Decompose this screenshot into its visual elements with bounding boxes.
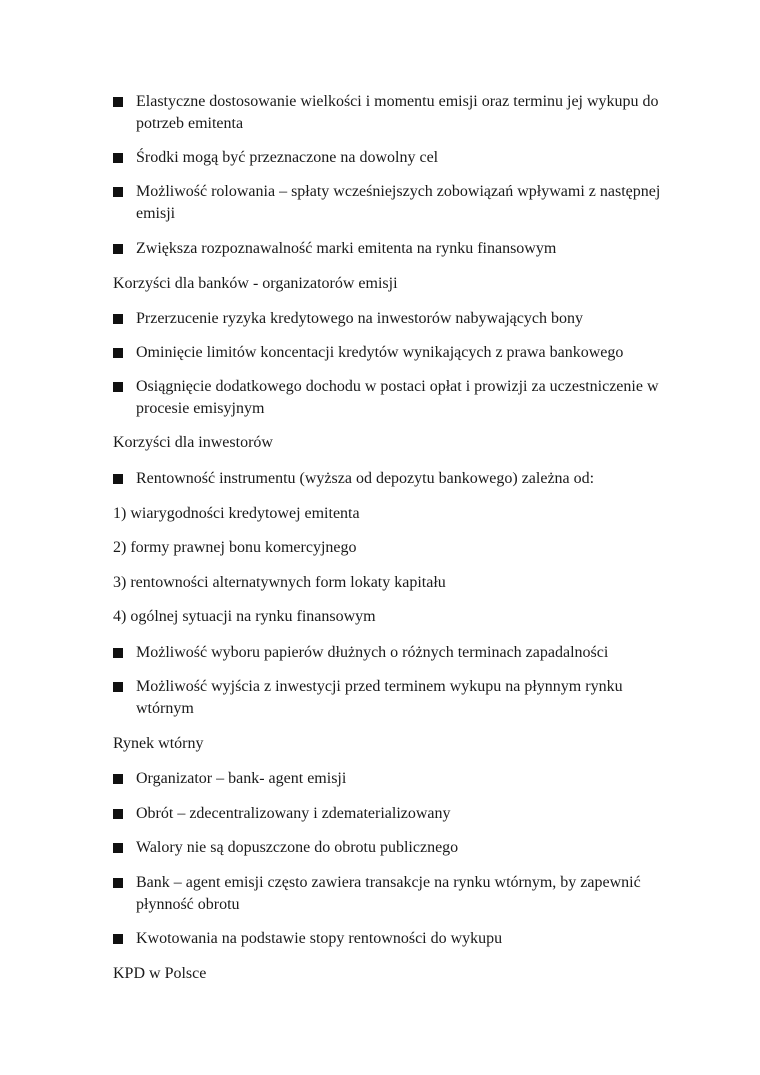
bullet-text: Rentowność instrumentu (wyższa od depozytu bankowego) zależna od: [136,470,595,487]
square-bullet-icon [113,244,123,254]
bullet-text: Elastyczne dostosowanie wielkości i momentu emisji oraz terminu jej wykupu do potrzeb emitenta [136,93,659,132]
numbered-item-text: 3) rentowności alternatywnych form lokaty kapitału [113,574,446,591]
section-heading-text: KPD w Polsce [113,965,207,982]
bullet-text: Ominięcie limitów koncentacji kredytów wynikających z prawa bankowego [136,344,624,361]
square-bullet-icon [113,314,123,324]
bullet-text: Zwiększa rozpoznawalność marki emitenta na rynku finansowym [136,240,557,257]
bullet-text: Walory nie są dopuszczone do obrotu publicznego [136,839,459,856]
square-bullet-icon [113,348,123,358]
numbered-item-text: 4) ogólnej sytuacji na rynku finansowym [113,608,376,625]
bullet-text: Obrót – zdecentralizowany i zdematerializowany [136,805,451,822]
square-bullet-icon [113,682,123,692]
bullet-text: Osiągnięcie dodatkowego dochodu w postaci opłat i prowizji za uczestniczenie w procesie emisyjnym [136,378,659,417]
square-bullet-icon [113,934,123,944]
square-bullet-icon [113,774,123,784]
section-heading-text: Korzyści dla banków - organizatorów emisji [113,275,398,292]
square-bullet-icon [113,187,123,197]
bullet-text: Możliwość wyboru papierów dłużnych o różnych terminach zapadalności [136,644,609,661]
square-bullet-icon [113,382,123,392]
numbered-item-text: 2) formy prawnej bonu komercyjnego [113,539,357,556]
square-bullet-icon [113,878,123,888]
bullet-text: Organizator – bank- agent emisji [136,770,347,787]
section-heading-text: Rynek wtórny [113,735,204,752]
bullet-text: Bank – agent emisji często zawiera transakcje na rynku wtórnym, by zapewnić płynność obrotu [136,874,641,913]
bullet-text: Możliwość rolowania – spłaty wcześniejszych zobowiązań wpływami z następnej emisji [136,183,661,222]
bullet-text: Środki mogą być przeznaczone na dowolny cel [136,149,439,166]
square-bullet-icon [113,809,123,819]
square-bullet-icon [113,648,123,658]
square-bullet-icon [113,97,123,107]
square-bullet-icon [113,843,123,853]
square-bullet-icon [113,153,123,163]
numbered-item-text: 1) wiarygodności kredytowej emitenta [113,505,360,522]
section-heading-text: Korzyści dla inwestorów [113,434,273,451]
square-bullet-icon [113,474,123,484]
bullet-text: Możliwość wyjścia z inwestycji przed terminem wykupu na płynnym rynku wtórnym [136,678,623,717]
bullet-text: Kwotowania na podstawie stopy rentowności do wykupu [136,930,503,947]
bullet-text: Przerzucenie ryzyka kredytowego na inwestorów nabywających bony [136,310,583,327]
